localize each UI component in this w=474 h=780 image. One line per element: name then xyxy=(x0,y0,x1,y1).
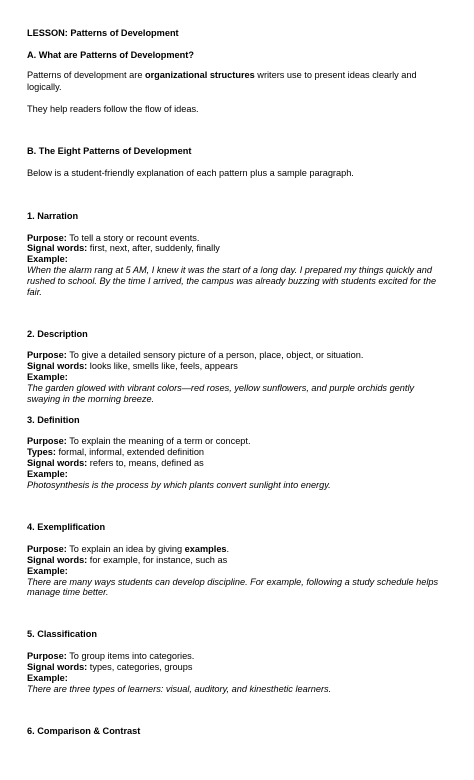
signal-text: first, next, after, suddenly, finally xyxy=(87,243,220,253)
section-a-heading: A. What are Patterns of Development? xyxy=(27,50,194,60)
pattern-heading-exemplification: 4. Exemplification xyxy=(27,522,106,532)
example-text: fair. xyxy=(27,287,42,297)
types-line xyxy=(27,447,204,458)
signal-label: Signal words: xyxy=(27,243,88,253)
purpose-text: To give a detailed sensory picture of a person, place, object, or situation. xyxy=(66,350,364,360)
signal-label: Signal words: xyxy=(27,555,88,565)
signal-words-line xyxy=(27,458,204,469)
pattern-heading-comparison-contrast: 6. Comparison & Contrast xyxy=(27,726,141,736)
purpose-text: To tell a story or recount events. xyxy=(66,233,200,243)
example-text: When the alarm rang at 5 AM, I knew it was the start of a long day. I prepared my things quickly and xyxy=(27,265,432,275)
example-label: Example: xyxy=(27,673,68,683)
purpose-label: Purpose: xyxy=(27,436,67,446)
purpose-label: Purpose: xyxy=(27,233,67,243)
purpose-text: To explain an idea by giving xyxy=(66,544,185,554)
purpose-label: Purpose: xyxy=(27,651,67,661)
purpose-line xyxy=(27,350,363,361)
purpose-text: To group items into categories. xyxy=(66,651,195,661)
example-text: There are many ways students can develop discipline. For example, following a study schedule helps xyxy=(27,577,439,587)
pattern-heading-definition: 3. Definition xyxy=(27,415,80,425)
example-label: Example: xyxy=(27,566,68,576)
purpose-line xyxy=(27,544,229,555)
bold-term: organizational structures xyxy=(144,70,255,80)
signal-text: refers to, means, defined as xyxy=(87,458,204,468)
example-text: manage time better. xyxy=(27,587,109,597)
purpose-text: . xyxy=(226,544,230,554)
purpose-line xyxy=(27,651,194,662)
example-text: rushed to school. By the time I arrived, the campus was already buzzing with students excited for the xyxy=(27,276,437,286)
purpose-text: To explain the meaning of a term or concept. xyxy=(66,436,251,446)
signal-text: types, categories, groups xyxy=(87,662,193,672)
pattern-heading-classification: 5. Classification xyxy=(27,629,97,639)
types-label: Types: xyxy=(27,447,56,457)
signal-label: Signal words: xyxy=(27,662,88,672)
example-label: Example: xyxy=(27,372,68,382)
section-a-paragraph: They help readers follow the flow of ideas. xyxy=(27,104,199,114)
signal-text: for example, for instance, such as xyxy=(87,555,228,565)
example-text: The garden glowed with vibrant colors—red roses, yellow sunflowers, and purple orchids gently xyxy=(27,383,415,393)
signal-words-line xyxy=(27,555,227,566)
bold-term: examples xyxy=(184,544,227,554)
example-text: Photosynthesis is the process by which plants convert sunlight into energy. xyxy=(27,480,331,490)
signal-text: looks like, smells like, feels, appears xyxy=(87,361,238,371)
section-a-paragraph-line: logically. xyxy=(27,82,62,92)
signal-words-line xyxy=(27,243,220,254)
example-text: swaying in the morning breeze. xyxy=(27,394,155,404)
section-b-intro: Below is a student-friendly explanation of each pattern plus a sample paragraph. xyxy=(27,168,354,178)
text-span: writers use to present ideas clearly and xyxy=(254,70,417,80)
pattern-heading-description: 2. Description xyxy=(27,329,88,339)
section-b-heading: B. The Eight Patterns of Development xyxy=(27,146,192,156)
types-text: formal, informal, extended definition xyxy=(55,447,205,457)
purpose-line xyxy=(27,436,251,447)
signal-label: Signal words: xyxy=(27,361,88,371)
example-label: Example: xyxy=(27,254,68,264)
section-a-paragraph-line xyxy=(27,70,417,81)
pattern-heading-narration: 1. Narration xyxy=(27,211,79,221)
text-span: Patterns of development are xyxy=(27,70,145,80)
signal-label: Signal words: xyxy=(27,458,88,468)
example-text: There are three types of learners: visual, auditory, and kinesthetic learners. xyxy=(27,684,332,694)
lesson-title: LESSON: Patterns of Development xyxy=(27,28,179,38)
signal-words-line xyxy=(27,662,192,673)
purpose-label: Purpose: xyxy=(27,350,67,360)
signal-words-line xyxy=(27,361,238,372)
purpose-label: Purpose: xyxy=(27,544,67,554)
example-label: Example: xyxy=(27,469,68,479)
